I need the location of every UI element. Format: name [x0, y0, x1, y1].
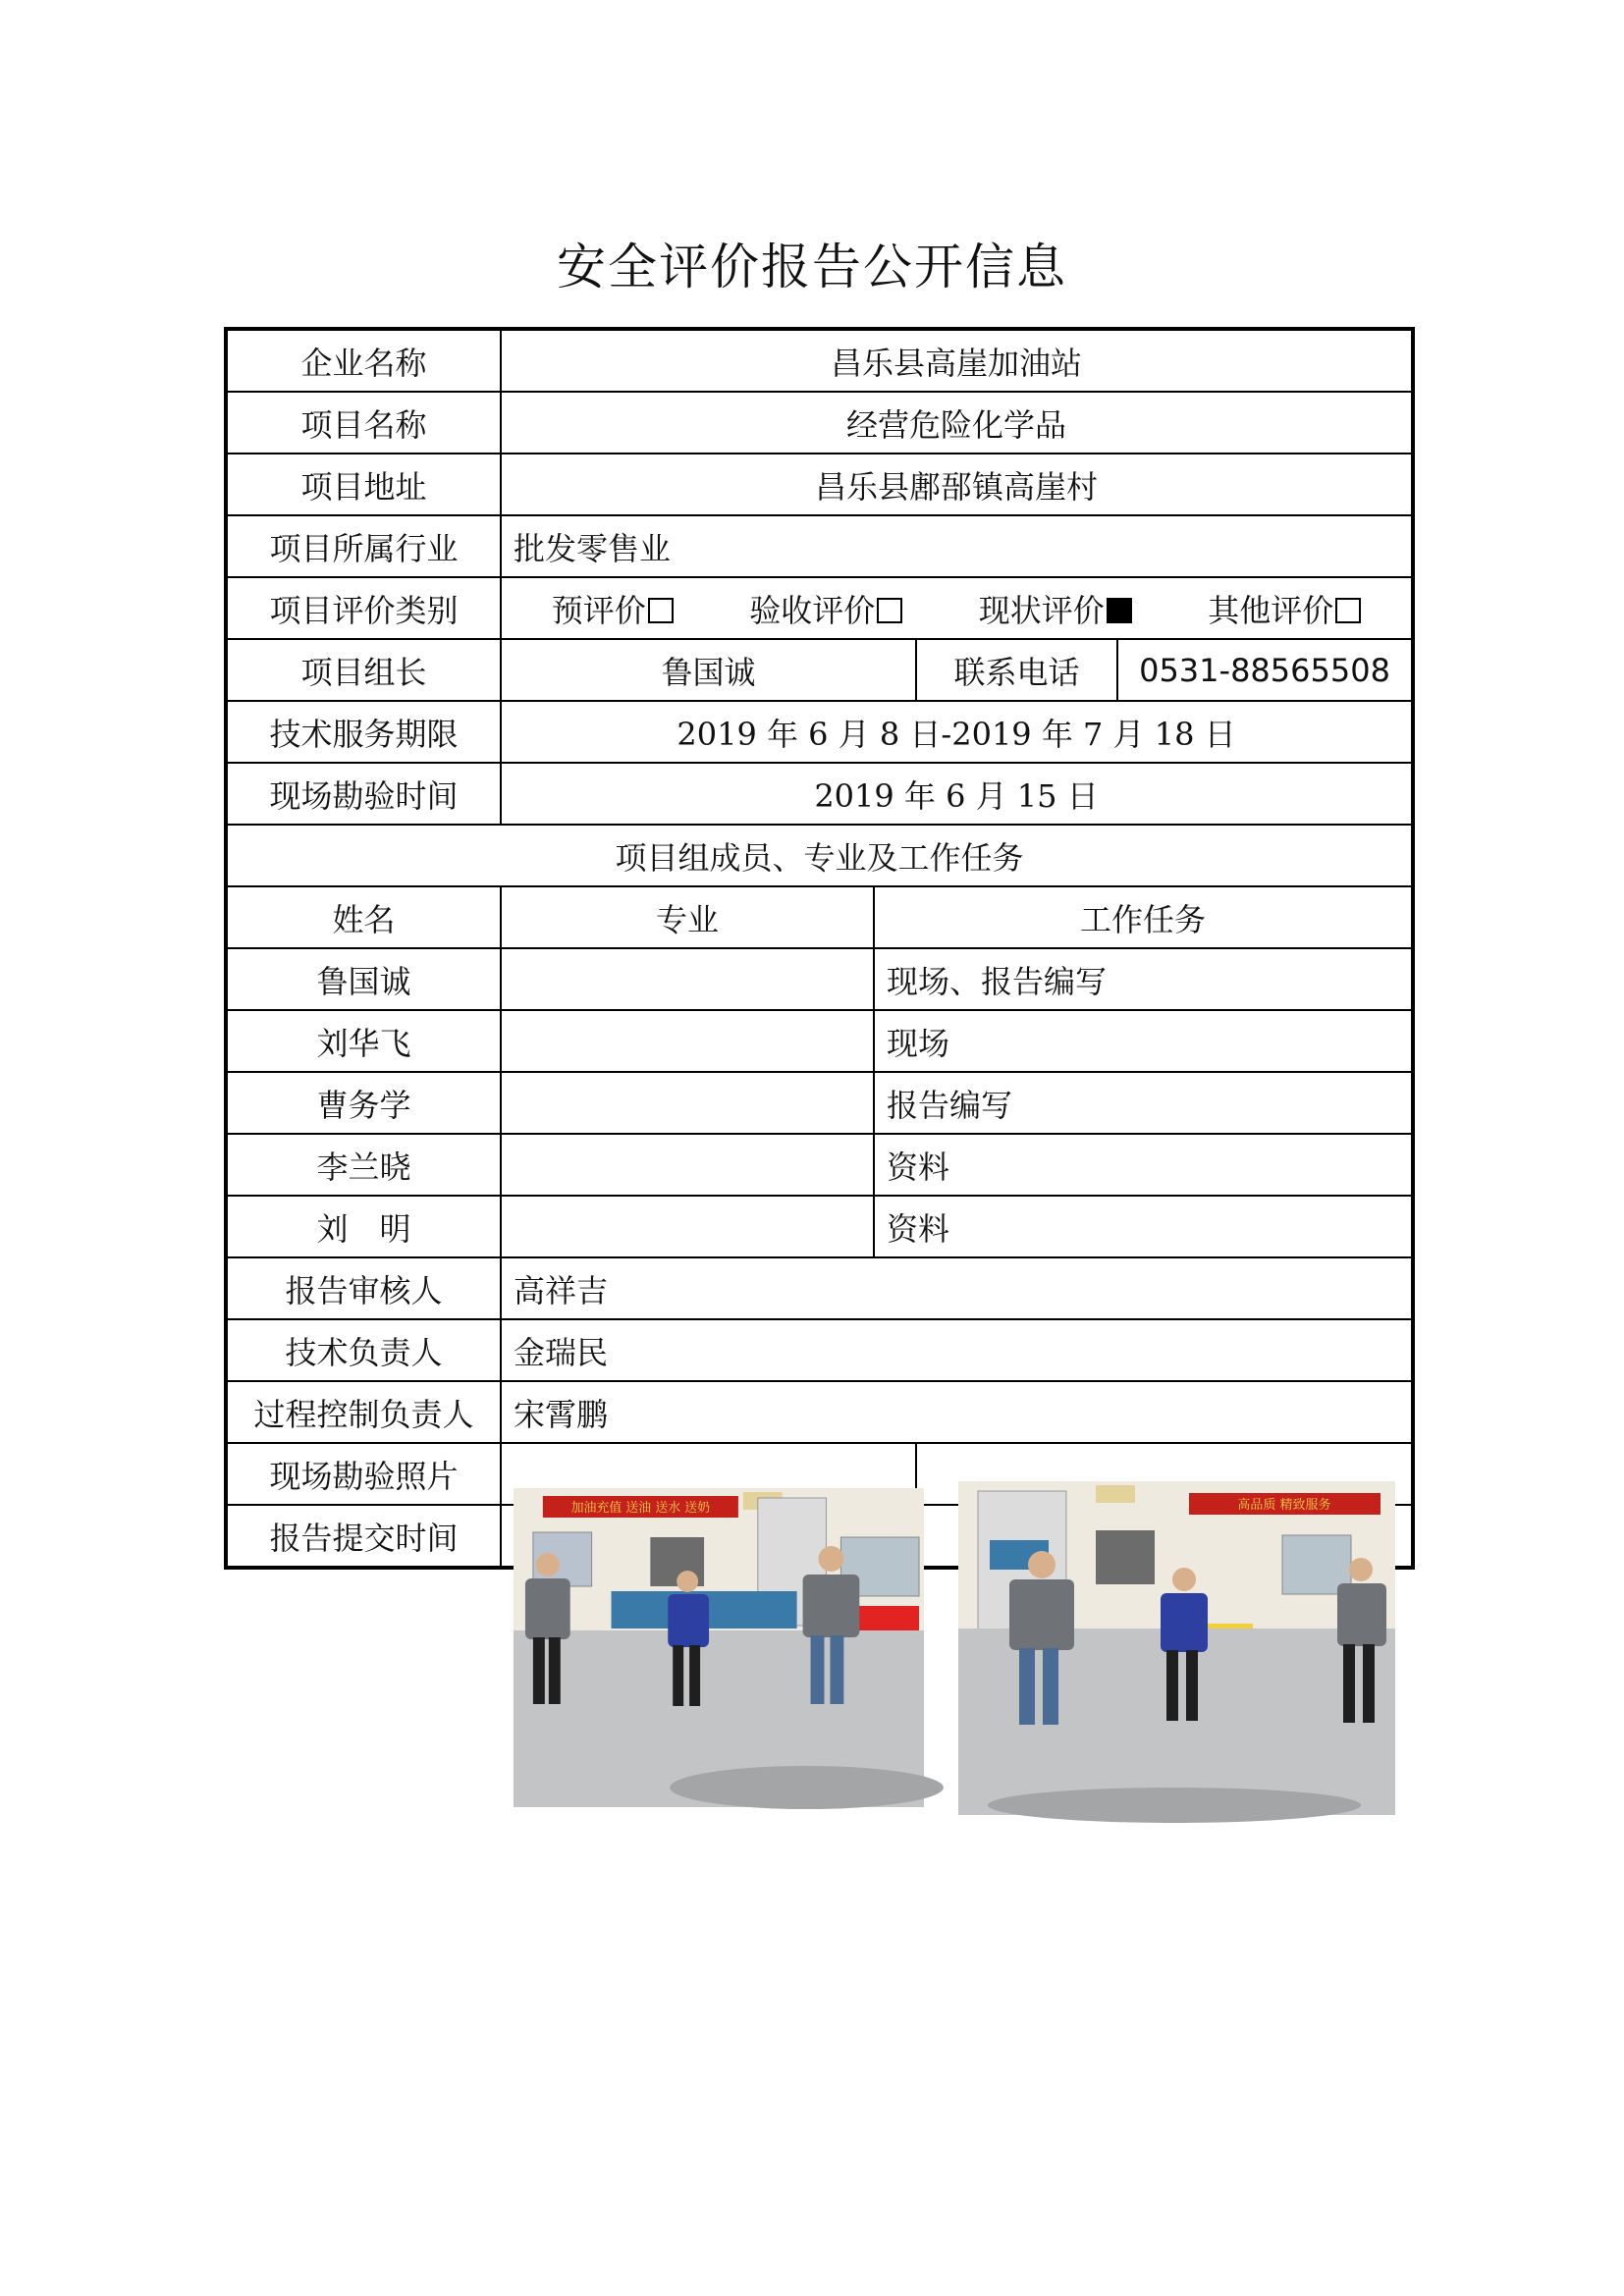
member-major: [501, 1010, 874, 1072]
member-name: 刘华飞: [226, 1010, 501, 1072]
row-eval-type: [226, 577, 1413, 639]
row-service-period: [226, 701, 1413, 763]
header-task: 工作任务: [874, 886, 1413, 948]
member-task: 资料: [874, 1196, 1413, 1257]
row-industry: [226, 515, 1413, 577]
member-row: [226, 1134, 1413, 1196]
reviewer-value: 高祥吉: [501, 1257, 1413, 1319]
member-name: 曹务学: [226, 1072, 501, 1134]
service-period-value: 2019 年 6 月 8 日-2019 年 7 月 18 日: [501, 701, 1413, 763]
leader-label: 项目组长: [226, 639, 501, 701]
member-name: 刘 明: [226, 1196, 501, 1257]
eval-option-other: 其他评价: [1208, 586, 1361, 631]
photo-left-banner: 加油充值 送油 送水 送奶: [570, 1500, 711, 1517]
leader-value: 鲁国诚: [501, 639, 916, 701]
photos-label: 现场勘验照片: [226, 1443, 501, 1505]
eval-option-current: 现状评价: [979, 586, 1132, 631]
row-survey-time: [226, 763, 1413, 825]
checkbox-acceptance-eval: [877, 598, 902, 623]
service-period-label: 技术服务期限: [226, 701, 501, 763]
member-task: 现场: [874, 1010, 1413, 1072]
eval-type-options: [501, 577, 1413, 639]
member-major: [501, 1196, 874, 1257]
row-leader: [226, 639, 1413, 701]
industry-value: 批发零售业: [501, 515, 1413, 577]
process-lead-value: 宋霄鹏: [501, 1381, 1413, 1443]
project-address-label: 项目地址: [226, 454, 501, 515]
member-major: [501, 948, 874, 1010]
member-task: 报告编写: [874, 1072, 1413, 1134]
header-name: 姓名: [226, 886, 501, 948]
member-row: [226, 1010, 1413, 1072]
photo-left-svg: [514, 1488, 924, 1807]
member-major: [501, 1134, 874, 1196]
site-photo-right: [958, 1481, 1395, 1815]
checkbox-current-eval-checked: [1107, 598, 1132, 623]
eval-option-pre: 预评价: [552, 586, 674, 631]
checkbox-other-eval: [1335, 598, 1361, 623]
industry-label: 项目所属行业: [226, 515, 501, 577]
phone-value: 0531-88565508: [1117, 639, 1413, 701]
member-major: [501, 1072, 874, 1134]
tech-lead-value: 金瑞民: [501, 1319, 1413, 1381]
eval-type-label: 项目评价类别: [226, 577, 501, 639]
site-photo-left: [514, 1488, 924, 1807]
row-project-address: [226, 454, 1413, 515]
company-value: 昌乐县高崖加油站: [501, 329, 1413, 392]
photo-cell-left: [501, 1443, 916, 1517]
member-task: 资料: [874, 1134, 1413, 1196]
member-row: [226, 1072, 1413, 1134]
member-row: [226, 948, 1413, 1010]
survey-time-value: 2019 年 6 月 15 日: [501, 763, 1413, 825]
member-name: 李兰晓: [226, 1134, 501, 1196]
members-section-title: 项目组成员、专业及工作任务: [226, 825, 1413, 886]
row-members-title: [226, 825, 1413, 886]
row-company: [226, 329, 1413, 392]
company-label: 企业名称: [226, 329, 501, 392]
safety-evaluation-info-table: [224, 327, 1415, 1570]
checkbox-pre-eval: [648, 598, 674, 623]
eval-option-acceptance: 验收评价: [749, 586, 902, 631]
photo-right-svg: [958, 1481, 1395, 1815]
photo-cell-right: [916, 1443, 1413, 1513]
process-lead-label: 过程控制负责人: [226, 1381, 501, 1443]
row-reviewer: [226, 1257, 1413, 1319]
project-name-label: 项目名称: [226, 392, 501, 454]
row-members-header: [226, 886, 1413, 948]
member-task: 现场、报告编写: [874, 948, 1413, 1010]
row-process-lead: [226, 1381, 1413, 1443]
row-photos: [226, 1443, 1413, 1505]
phone-label: 联系电话: [916, 639, 1117, 701]
survey-time-label: 现场勘验时间: [226, 763, 501, 825]
row-tech-lead: [226, 1319, 1413, 1381]
reviewer-label: 报告审核人: [226, 1257, 501, 1319]
submit-time-label: 报告提交时间: [226, 1505, 501, 1568]
project-address-value: 昌乐县鄌郚镇高崖村: [501, 454, 1413, 515]
tech-lead-label: 技术负责人: [226, 1319, 501, 1381]
photo-right-banner: 高品质 精致服务: [1237, 1498, 1331, 1513]
project-name-value: 经营危险化学品: [501, 392, 1413, 454]
row-project-name: [226, 392, 1413, 454]
page-title: 安全评价报告公开信息: [557, 239, 1067, 295]
header-major: 专业: [501, 886, 874, 948]
member-name: 鲁国诚: [226, 948, 501, 1010]
member-row: [226, 1196, 1413, 1257]
